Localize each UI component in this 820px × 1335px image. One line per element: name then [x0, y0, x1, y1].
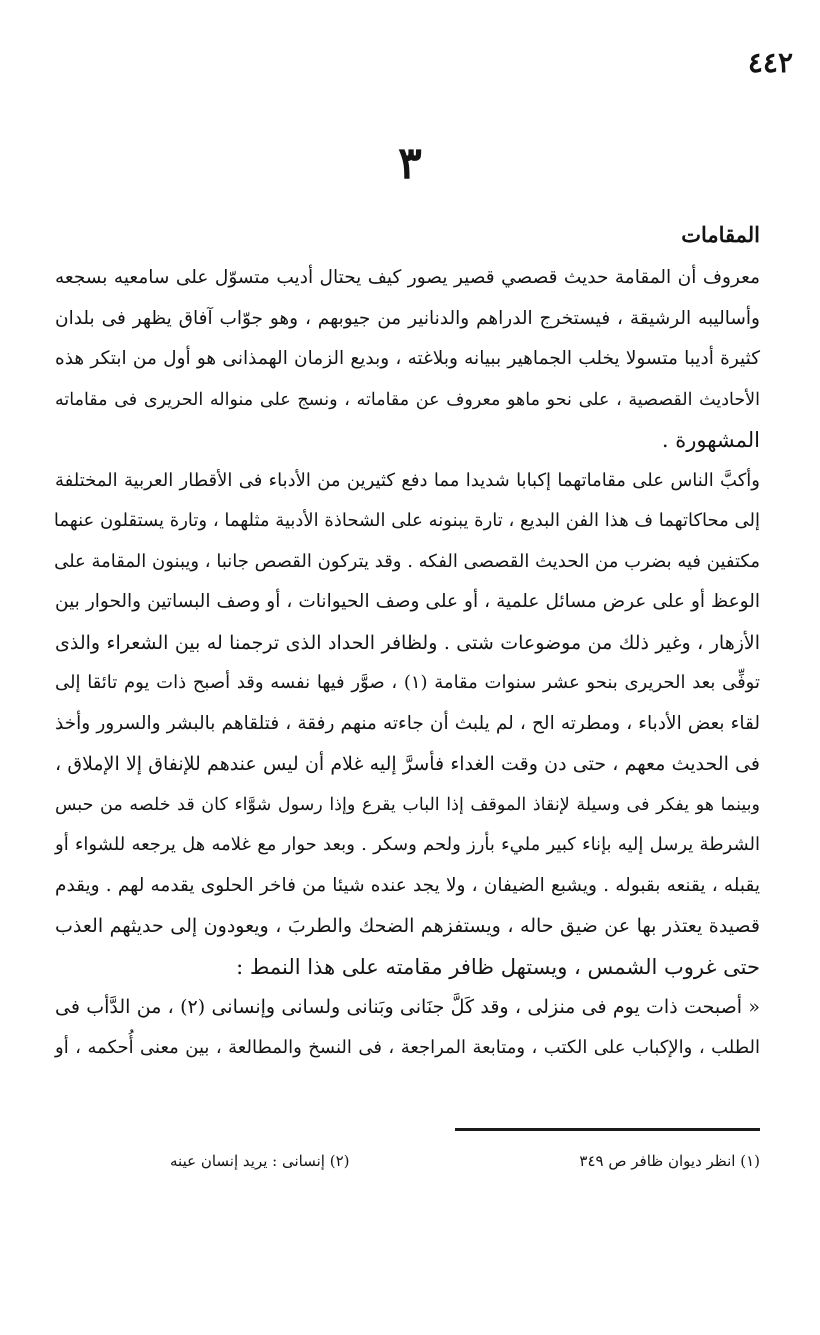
page-number: ٤٤٢: [747, 46, 793, 79]
text-line: يقبله ، يقنعه بقبوله . ويشبع الضيفان ، ولا يجد عنده شيئا من فاخر الحلوى يقدمه لهم . ويقدم: [55, 874, 760, 896]
footnote-divider: [455, 1128, 760, 1131]
text-line: حتى غروب الشمس ، ويستهل ظافر مقامته على هذا النمط :: [236, 954, 760, 979]
text-line: كثيرة أديبا متسولا يخلب الجماهير ببيانه وبلاغته ، وبديع الزمان الهمذانى هو أول من ابتكر هذه: [55, 348, 760, 369]
text-line: الشرطة يرسل إليه بإناء كبير مليء بأرز ولحم وسكر . وبعد حوار مع غلامه هل يرجعه للشواء أو: [55, 834, 760, 855]
text-line: وأساليبه الرشيقة ، فيستخرج الدراهم والدنانير من جيوبهم ، وهو جوّاب آفاق يظهر فى بلدان: [55, 307, 760, 329]
footnote-1: (١) انظر ديوان ظافر ص ٣٤٩: [579, 1152, 760, 1170]
text-line: قصيدة يعتذر بها عن ضيق حاله ، ويستفزهم الضحك والطربَ ، ويعودون إلى حديثهم العذب: [55, 915, 760, 937]
chapter-number: ٣: [398, 138, 422, 189]
text-line: الوعظ أو على عرض مسائل علمية ، أو على وصف الحيوانات ، أو وصف البساتين والحوار بين: [55, 591, 760, 612]
text-line: فى الحديث معهم ، حتى دن وقت الغداء فأسرَّ إليه غلام أن ليس عندهم للإنفاق إلا الإملاق ،: [55, 753, 760, 775]
footnote-2: (٢) إنسانى : يريد إنسان عينه: [170, 1152, 350, 1170]
text-line: معروف أن المقامة حديث قصصي قصير يصور كيف يحتال أديب متسوّل على سامعيه بسجعه: [55, 267, 760, 288]
text-line: لقاء بعض الأدباء ، ومطرته الح ، لم يلبث أن جاءته منهم رفقة ، فتلقاهم بالبشر والسرور وأخذ: [55, 712, 760, 734]
text-line: الطلب ، والإكباب على الكتب ، ومتابعة المراجعة ، فى النسخ والمطالعة ، بين معنى أُحكمه ، أو: [55, 1036, 760, 1058]
section-heading: المقامات: [681, 222, 760, 247]
text-line: وأكبَّ الناس على مقاماتهما إكبابا شديدا مما دفع كثيرين من الأدباء فى الأقطار العربية المختلفة: [55, 469, 760, 491]
body-text: [55, 258, 760, 1068]
text-line: الأزهار ، وغير ذلك من موضوعات شتى . ولظافر الحداد الذى ترجمنا له بين الشعراء والذى: [55, 631, 760, 654]
text-line: توفِّى بعد الحريرى بنحو عشر سنوات مقامة (١) ، صوَّر فيها نفسه وقد أصبح ذات يوم تائقا إلى: [55, 672, 760, 693]
text-line: وبينما هو يفكر فى وسيلة لإنقاذ الموقف إذا الباب يقرع وإذا رسول شوَّاء كان قد خلصه من حبس: [55, 794, 760, 815]
text-line: « أصبحت ذات يوم فى منزلى ، وقد كَلَّ جنَانى وبَنانى ولسانى وإنسانى (٢) ، من الدَّأب فى: [55, 996, 760, 1018]
text-line: المشهورة .: [661, 428, 760, 452]
text-line: مكتفين فيه بضرب من الحديث القصصى الفكه . وقد يتركون القصص جانبا ، ويبنون المقامة على: [54, 550, 760, 572]
text-line: إلى محاكاتهما ف هذا الفن البديع ، تارة يبنونه على الشحاذة الأدبية مثلهما ، وتارة يستقلون عنهما: [53, 510, 760, 531]
text-line: الأحاديث القصصية ، على نحو ماهو معروف عن مقاماته ، ونسج على منواله الحريرى فى مقاماته: [55, 389, 760, 410]
